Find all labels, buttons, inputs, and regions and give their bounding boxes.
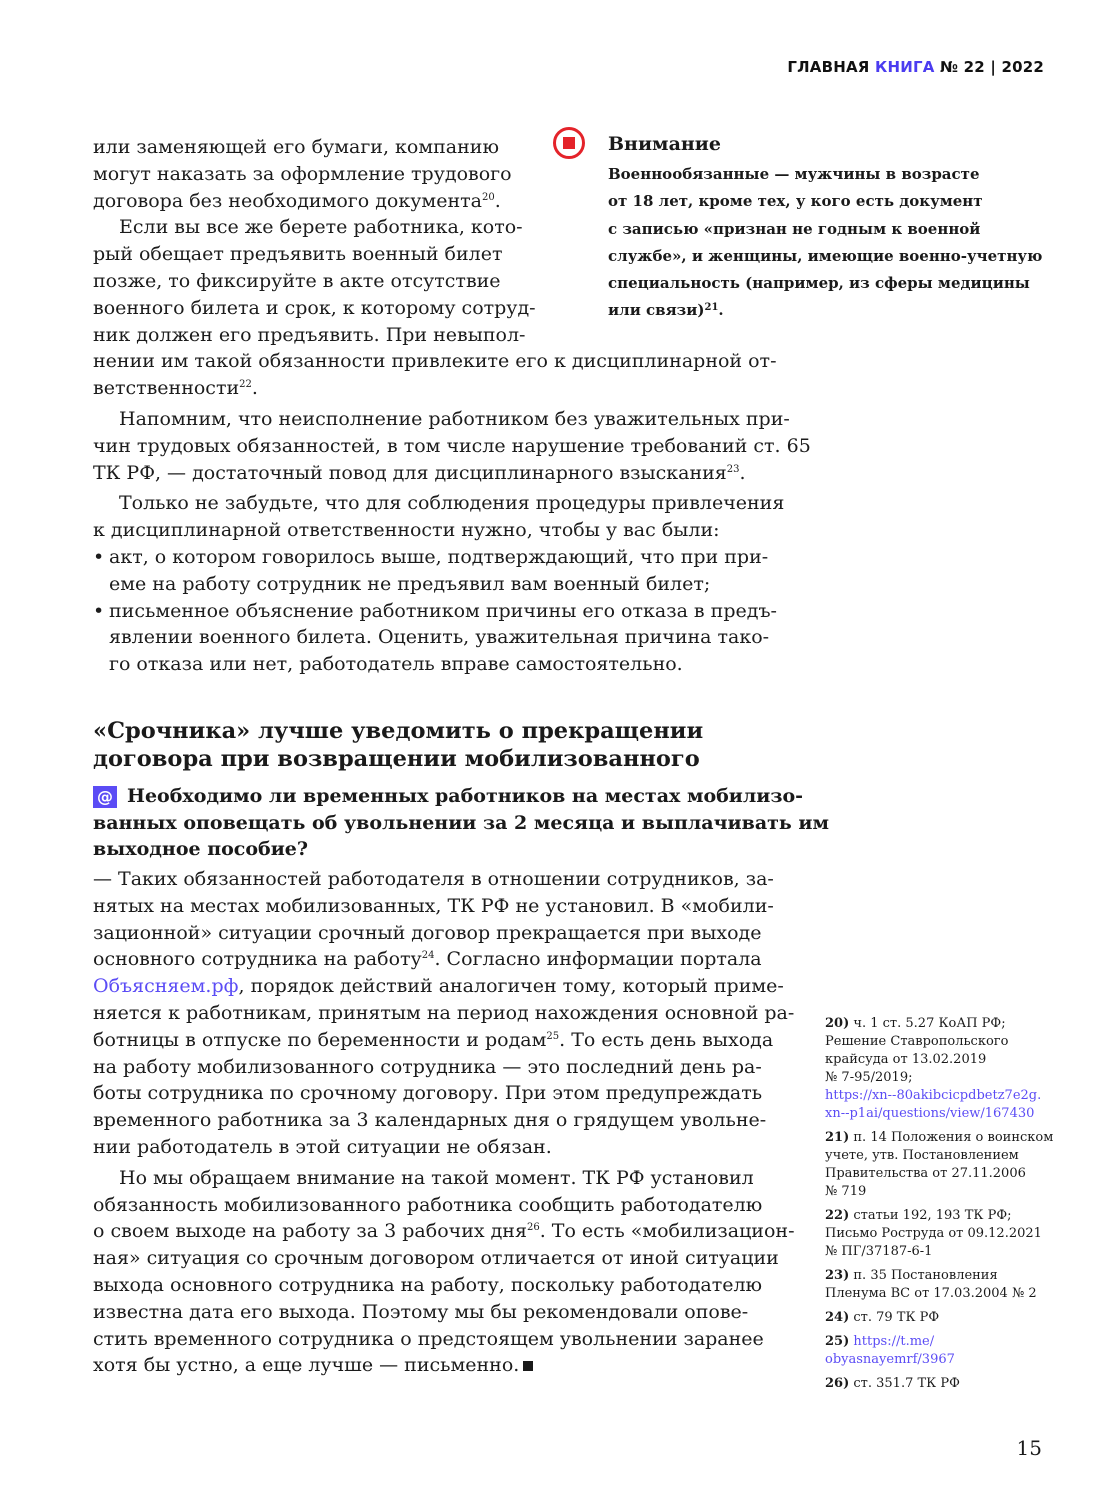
- text-line: стить временного сотрудника о предстоящем увольнении заранее: [93, 1327, 764, 1350]
- footnote: 26) ст. 351.7 ТК РФ: [825, 1376, 960, 1391]
- text-line: нении им такой обязанности привлеките его к дисциплинарной от-: [93, 350, 777, 373]
- reader-question: [93, 783, 829, 863]
- footnote: 20) ч. 1 ст. 5.27 КоАП РФ; Решение Ставропольского крайсуда от 13.02.2019 № 7-95/2019; https://xn--80akibcicpdbetz7e2g. xn--p1ai/questions/view/167430: [825, 1016, 1042, 1121]
- text-line: выходное пособие?: [93, 838, 309, 860]
- text-line: няется к работникам, принятым на период нахождения основной ра-: [93, 1001, 795, 1024]
- text-line: ванных оповещать об увольнении за 2 месяца и выплачивать им: [93, 811, 830, 834]
- text-line: хотя бы устно, а еще лучше — письменно.: [93, 1352, 795, 1379]
- text-line: нии работодатель в этой ситуации не обязан.: [93, 1135, 552, 1158]
- issue-number: № 22 | 2022: [939, 58, 1044, 76]
- footnote: 25) https://t.me/ obyasnayemrf/3967: [825, 1334, 955, 1367]
- heading-line: договора при возвращении мобилизованного: [93, 746, 700, 772]
- text-line: ТК РФ, — достаточный повод для дисциплинарного взыскания$^{23}$.: [93, 461, 746, 484]
- text-line: с записью «признан не годным к военной: [608, 219, 981, 238]
- text-line: договора без необходимого документа$^{20}$.: [93, 189, 501, 212]
- footnote-ref: 20: [481, 191, 495, 203]
- text-line: специальность (например, из сферы медицины: [608, 274, 1030, 293]
- obyasnyaem-link[interactable]: Объясняем.рф: [93, 975, 239, 998]
- text-line: выхода основного сотрудника на работу, поскольку работодателю: [93, 1273, 763, 1296]
- section-heading: [93, 717, 703, 773]
- footnote-ref: 25: [546, 1030, 560, 1042]
- text-line: го отказа или нет, работодатель вправе самостоятельно.: [109, 653, 683, 676]
- footnote: 23) п. 35 Постановления Пленума ВС от 17.03.2004 № 2: [825, 1268, 1037, 1301]
- footnote-ref: 23: [726, 463, 740, 475]
- text-line: временного работника за 3 календарных дня о грядущем увольне-: [93, 1109, 767, 1132]
- text-line: • акт, о котором говорилось выше, подтверждающий, что при при-: [109, 545, 769, 568]
- text-line: Только не забудьте, что для соблюдения процедуры привлечения: [119, 492, 785, 515]
- text-line: ботницы в отпуске по беременности и родам$^{25}$. То есть день выхода: [93, 1028, 774, 1051]
- text-line: — Таких обязанностей работодателя в отношении сотрудников, за-: [93, 868, 774, 890]
- footnote-link[interactable]: https://xn--80akibcicpdbetz7e2g. xn--p1ai/questions/view/167430: [825, 1088, 1042, 1121]
- list-item: [93, 544, 811, 598]
- footnote-ref: 26: [526, 1222, 540, 1234]
- text-line: позже, то фиксируйте в акте отсутствие: [93, 269, 501, 292]
- text-line: известна дата его выхода. Поэтому мы бы рекомендовали опове-: [93, 1300, 749, 1323]
- text-line: • письменное объяснение работником причины его отказа в предъ-: [109, 599, 777, 622]
- text-line: Объясняем.рф, порядок действий аналогичен тому, который приме-: [93, 975, 784, 998]
- text-line: Военнообязанные — мужчины в возрасте: [608, 165, 980, 183]
- text-line: еме на работу сотрудник не предъявил вам военный билет;: [109, 572, 711, 595]
- footnote: 21) п. 14 Положения о воинском учете, утв. Постановлением Правительства от 27.11.2006 № 719: [825, 1130, 1054, 1199]
- footnote: 22) статьи 192, 193 ТК РФ; Письмо Роструда от 09.12.2021 № ПГ/37187-6-1: [825, 1208, 1042, 1259]
- text-line: или связи)$^{21}$.: [608, 301, 724, 320]
- text-line: могут наказать за оформление трудового: [93, 162, 512, 185]
- text-line: рый обещает предъявить военный билет: [93, 243, 503, 266]
- text-line: ная» ситуация со срочным договором отличается от иной ситуации: [93, 1247, 779, 1270]
- attention-title: Внимание: [608, 133, 721, 155]
- text-line: к дисциплинарной ответственности нужно, чтобы у вас были:: [93, 519, 720, 542]
- text-line: военного билета и срок, к которому сотруд-: [93, 296, 536, 319]
- text-line: на работу мобилизованного сотрудника — это последний день ра-: [93, 1055, 762, 1078]
- text-line: Но мы обращаем внимание на такой момент. ТК РФ установил: [119, 1166, 754, 1189]
- footnotes: [825, 1015, 1055, 1399]
- warning-icon: [553, 127, 585, 159]
- text-line: боты сотрудника по срочному договору. При этом предупреждать: [93, 1082, 763, 1105]
- text-line: от 18 лет, кроме тех, у кого есть документ: [608, 192, 983, 211]
- text-line: о своем выходе на работу за 3 рабочих дня$^{26}$. То есть «мобилизацион-: [93, 1220, 795, 1243]
- footnote-ref: 24: [421, 950, 435, 962]
- page-number: 15: [1016, 1436, 1042, 1460]
- attention-text: [608, 161, 1042, 325]
- text-line: основного сотрудника на работу$^{24}$. Согласно информации портала: [93, 948, 762, 971]
- text-line: чин трудовых обязанностей, в том числе нарушение требований ст. 65: [93, 434, 811, 457]
- text-line: ветственности$^{22}$.: [93, 377, 258, 400]
- footnote-ref: 21: [704, 302, 719, 314]
- list-item: [93, 598, 811, 678]
- footnote: 24) ст. 79 ТК РФ: [825, 1310, 940, 1325]
- text-line: нятых на местах мобилизованных, ТК РФ не установил. В «мобили-: [93, 894, 774, 917]
- text-line: Напомним, что неисполнение работником без уважительных при-: [119, 407, 790, 430]
- email-at-icon: @: [93, 786, 117, 808]
- text-line: ник должен его предъявить. При невыпол-: [93, 323, 526, 346]
- brand-main: ГЛАВНАЯ: [787, 58, 870, 76]
- text-line: службе», и женщины, имеющие военно-учетную: [608, 246, 1043, 265]
- footnote-link[interactable]: https://t.me/ obyasnayemrf/3967: [825, 1334, 955, 1367]
- footnote-ref: 22: [239, 379, 252, 391]
- end-of-article-mark: [523, 1361, 533, 1371]
- text-line: обязанность мобилизованного работника сообщить работодателю: [93, 1193, 763, 1216]
- heading-line: «Срочника» лучше уведомить о прекращении: [93, 718, 704, 744]
- answer-paragraph: [93, 866, 795, 1379]
- text-line: Если вы все же берете работника, кото-: [119, 216, 523, 239]
- text-line: явлении военного билета. Оценить, уважительная причина тако-: [109, 626, 770, 649]
- magazine-header: [787, 58, 1044, 76]
- text-line: или заменяющей его бумаги, компанию: [93, 136, 500, 158]
- text-line: зационной» ситуации срочный договор прекращается при выходе: [93, 921, 762, 944]
- brand-accent: КНИГА: [875, 58, 935, 76]
- text-line: Необходимо ли временных работников на местах мобилизо-: [127, 785, 804, 807]
